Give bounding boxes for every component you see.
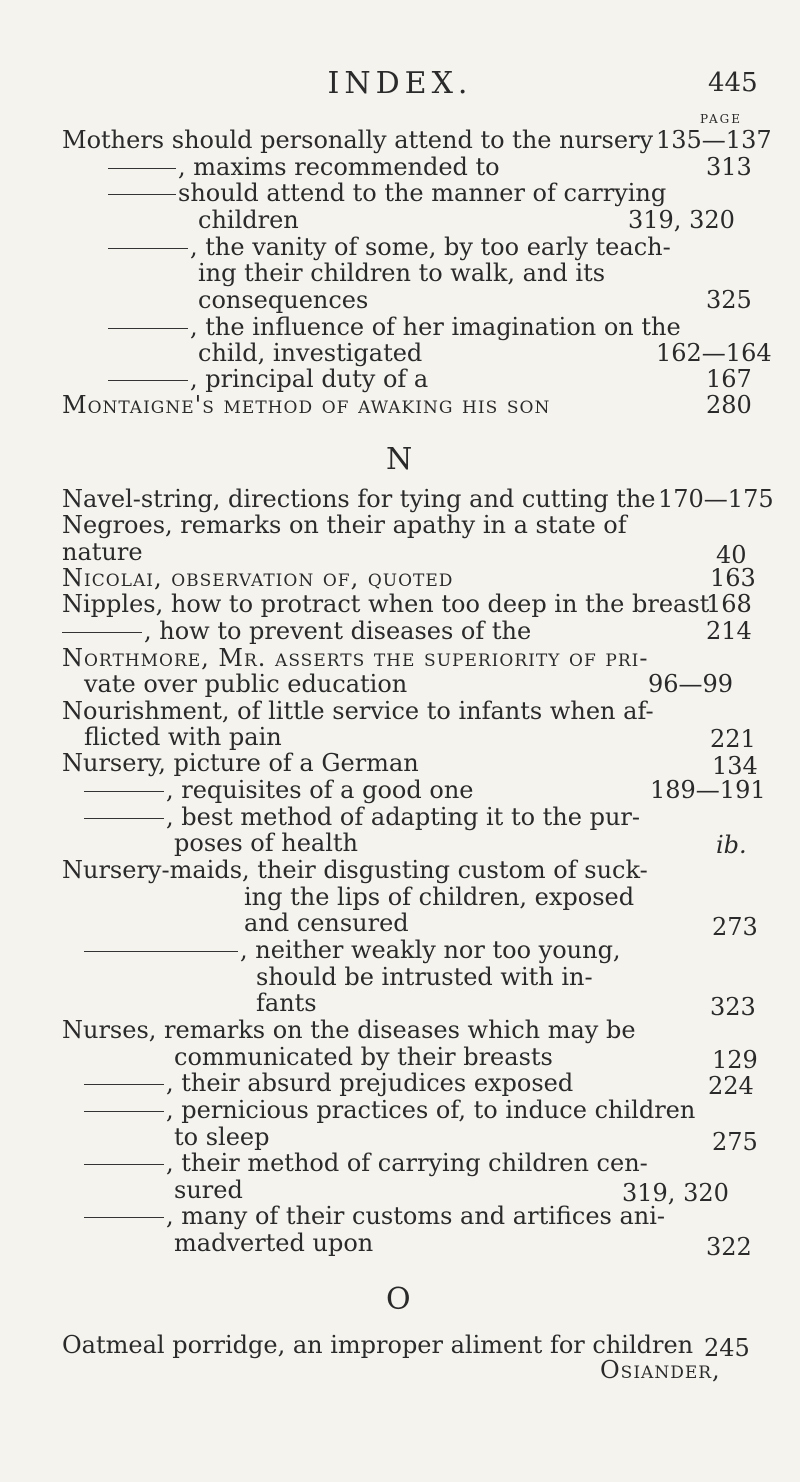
entry-text: should be intrusted with in- xyxy=(256,963,593,991)
entry-page: 163 xyxy=(710,564,756,592)
entry-text: Mothers should personally attend to the nursery xyxy=(62,126,654,154)
entry-page: ib. xyxy=(716,831,747,859)
section-heading-o: O xyxy=(386,1282,411,1317)
entry-text: Nourishment, of little service to infants when af- xyxy=(62,697,654,725)
entry-page: 280 xyxy=(706,391,752,419)
entry-text: Montaigne's method of awaking his son xyxy=(62,391,551,419)
entry-text xyxy=(84,802,640,832)
ditto-dash xyxy=(108,380,188,381)
entry-text: madverted upon xyxy=(174,1229,374,1257)
entry-page: 319, 320 xyxy=(628,206,735,234)
entry-text: Oatmeal porridge, an improper aliment for children xyxy=(62,1331,694,1359)
entry-page: 214 xyxy=(706,617,752,645)
entry-page: 189—191 xyxy=(650,776,766,804)
entry-text: and censured xyxy=(244,909,409,937)
entry-page: 170—175 xyxy=(658,485,774,513)
entry-page: 96—99 xyxy=(648,670,734,698)
entry-text-body: , requisites of a good one xyxy=(166,776,474,804)
ditto-dash xyxy=(62,632,142,633)
ditto-dash xyxy=(108,248,188,249)
entry-name: Nicolai, observation of, quoted xyxy=(62,564,454,592)
entry-page: 322 xyxy=(706,1233,752,1261)
entry-text: Nursery, picture of a German xyxy=(62,749,419,777)
entry-text: Nursery-maids, their disgusting custom of suck- xyxy=(62,856,648,884)
page-title: INDEX. xyxy=(327,66,473,101)
entry-page: 134 xyxy=(712,752,758,780)
entry-text-body: , how to prevent diseases of the xyxy=(144,617,532,645)
ditto-dash xyxy=(108,328,188,329)
entry-text-body: , best method of adapting it to the pur- xyxy=(166,803,640,831)
entry-page: 135—137 xyxy=(656,126,772,154)
entry-page: 40 xyxy=(716,541,747,569)
entry-page: 313 xyxy=(706,153,752,181)
ditto-dash xyxy=(84,1084,164,1085)
ditto-dash xyxy=(84,1111,164,1112)
entry-text: Negroes, remarks on their apathy in a state of xyxy=(62,511,627,539)
ditto-dash xyxy=(84,791,164,792)
entry-text-body: , pernicious practices of, to induce children xyxy=(166,1096,696,1124)
entry-page: 162—164 xyxy=(656,339,772,367)
entry-text: Nipples, how to protract when too deep in the breast xyxy=(62,590,710,618)
ditto-dash xyxy=(84,1164,164,1165)
entry-text: communicated by their breasts xyxy=(174,1043,553,1071)
entry-text-body: should attend to the manner of carrying xyxy=(178,179,667,207)
entry-text-body: , the influence of her imagination on the xyxy=(190,313,681,341)
entry-text: to sleep xyxy=(174,1123,270,1151)
entry-text: sured xyxy=(174,1176,243,1204)
entry-text: ing their children to walk, and its xyxy=(198,259,606,287)
entry-page: 168 xyxy=(706,590,752,618)
entry-page: 224 xyxy=(708,1072,754,1100)
entry-text: consequences xyxy=(198,286,369,314)
entry-text-body: , maxims recommended to xyxy=(178,153,500,181)
catchword: Osiander, xyxy=(600,1356,721,1384)
entry-text xyxy=(62,616,531,646)
entry-text-body: , their absurd prejudices exposed xyxy=(166,1069,574,1097)
page-column-label: PAGE xyxy=(700,112,742,126)
entry-text-body: , principal duty of a xyxy=(190,365,429,393)
entry-text-body: , their method of carrying children cen- xyxy=(166,1149,648,1177)
entry-text: child, investigated xyxy=(198,339,423,367)
entry-text xyxy=(84,775,473,805)
entry-text: fants xyxy=(256,989,317,1017)
ditto-dash xyxy=(84,1217,164,1218)
entry-page: 319, 320 xyxy=(622,1179,729,1207)
entry-text: nature xyxy=(62,538,143,566)
entry-text xyxy=(84,1095,695,1125)
entry-page: 167 xyxy=(706,365,752,393)
ditto-dash xyxy=(84,951,238,952)
entry-text: poses of health xyxy=(174,829,358,857)
entry-text: ing the lips of children, exposed xyxy=(244,883,635,911)
entry-text xyxy=(84,935,621,965)
entry-text: children xyxy=(198,206,299,234)
entry-page: 245 xyxy=(704,1334,750,1362)
entry-text xyxy=(84,1201,665,1231)
entry-page: 323 xyxy=(710,993,756,1021)
entry-page: 273 xyxy=(712,913,758,941)
entry-text xyxy=(84,1148,648,1178)
entry-text: Navel-string, directions for tying and cutting the xyxy=(62,485,656,513)
ditto-dash xyxy=(84,818,164,819)
entry-page: 325 xyxy=(706,286,752,314)
ditto-dash xyxy=(108,194,176,195)
section-heading-n: N xyxy=(386,442,413,477)
entry-text: Nurses, remarks on the diseases which may be xyxy=(62,1016,636,1044)
entry-text xyxy=(84,1068,573,1098)
entry-text: Northmore, Mr. asserts the superiority of pri- xyxy=(62,644,649,672)
entry-text: vate over public education xyxy=(84,670,408,698)
entry-page: 275 xyxy=(712,1128,758,1156)
entry-text xyxy=(108,178,666,208)
entry-text: flicted with pain xyxy=(84,723,282,751)
entry-text-body: , the vanity of some, by too early teach- xyxy=(190,233,671,261)
page-number: 445 xyxy=(708,68,758,98)
entry-page: 129 xyxy=(712,1046,758,1074)
entry-text-body: , many of their customs and artifices ani- xyxy=(166,1202,666,1230)
entry-page: 221 xyxy=(710,725,756,753)
entry-text-body: , neither weakly nor too young, xyxy=(240,936,621,964)
ditto-dash xyxy=(108,168,176,169)
